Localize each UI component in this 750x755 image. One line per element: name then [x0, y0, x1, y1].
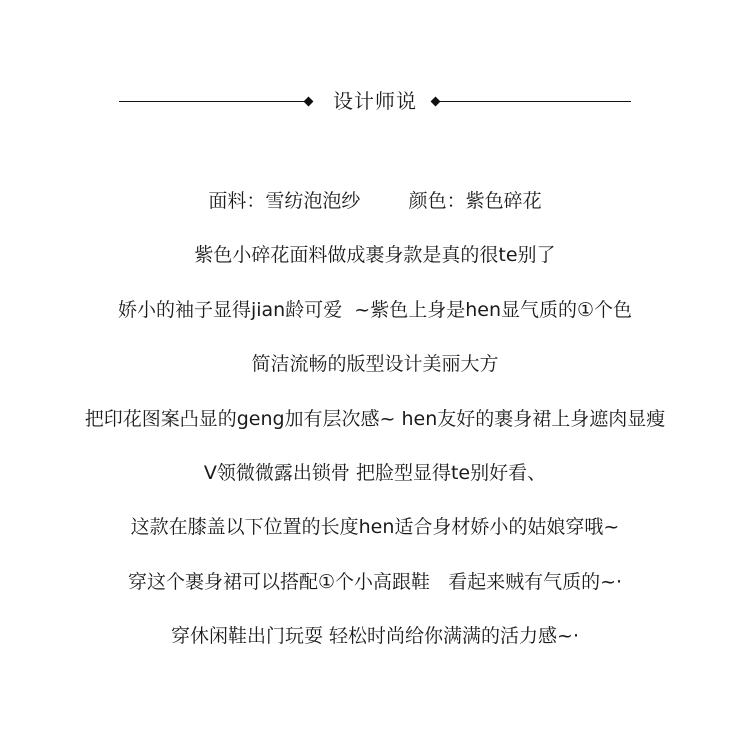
description-line: 穿休闲鞋出门玩耍 轻松时尚给你满满的活力感~· [170, 625, 579, 648]
description-line: 穿这个裹身裙可以搭配①个小高跟鞋 看起来贼有气质的~· [127, 570, 623, 593]
description-line: 把印花图案凸显的geng加有层次感~ hen友好的裹身裙上身遮肉显瘦 [84, 407, 666, 430]
fabric-color-line: 面料：雪纺泡泡纱 颜色：紫色碎花 [208, 190, 542, 212]
header-divider-left [119, 101, 307, 102]
description-line: 这款在膝盖以下位置的长度hen适合身材娇小的姑娘穿哦~ [130, 516, 620, 539]
section-title: 设计师说 [333, 89, 417, 113]
description-line: 简洁流畅的版型设计美丽大方 [251, 353, 499, 376]
description-line: 娇小的袖子显得jian龄可爱 ~紫色上身是hen显气质的①个色 [117, 298, 633, 321]
section-header [0, 86, 750, 116]
description-line: V领微微露出锁骨 把脸型显得te别好看、 [203, 461, 547, 484]
header-divider-right [440, 101, 631, 102]
description-line: 紫色小碎花面料做成裹身款是真的很te别了 [194, 244, 556, 267]
diamond-icon [304, 97, 314, 107]
designer-description [0, 184, 750, 674]
